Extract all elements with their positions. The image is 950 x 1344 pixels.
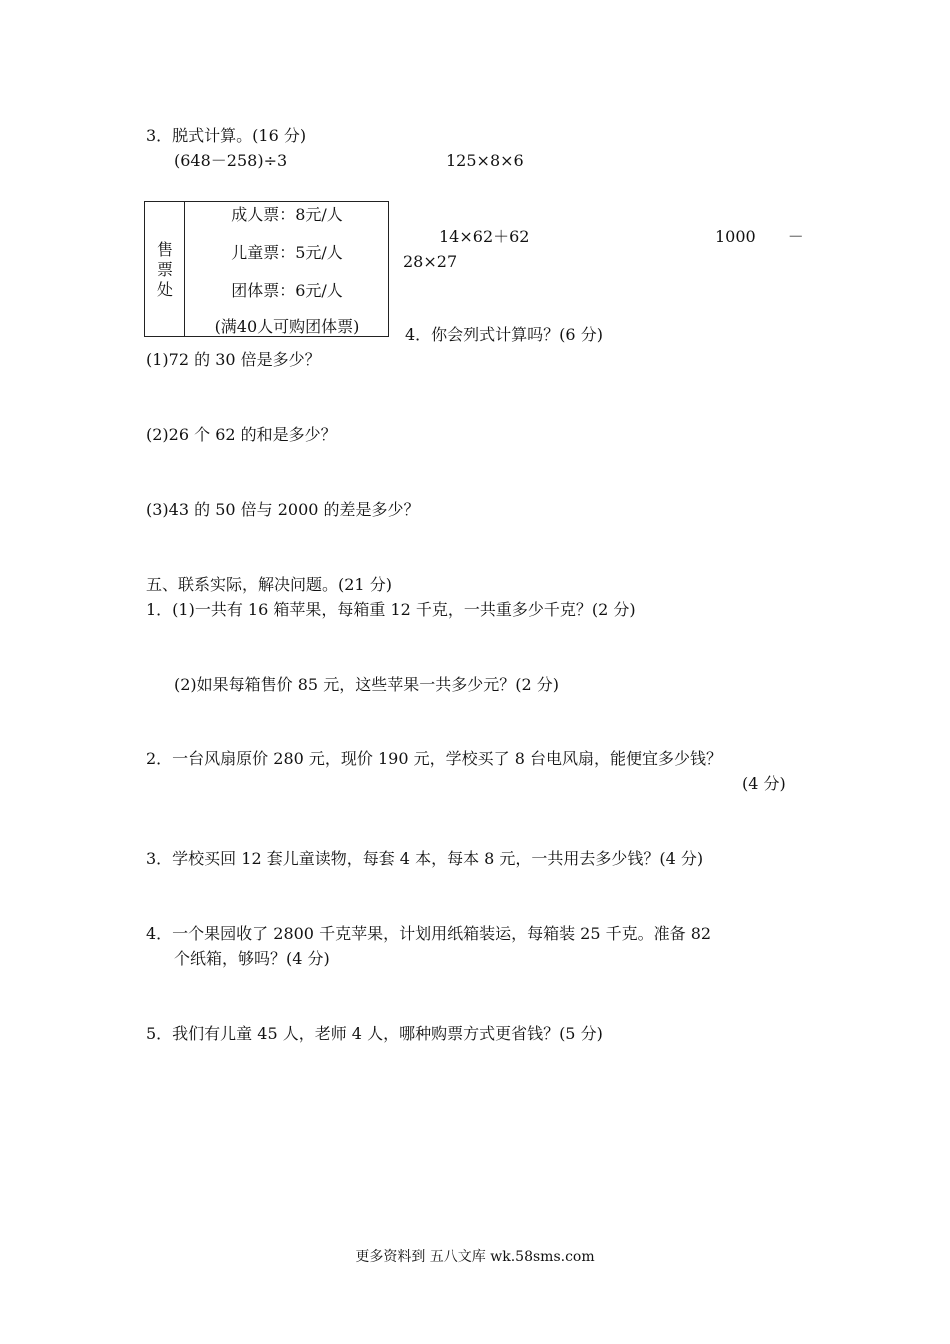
calc-expression-2: 125×8×6 [446, 151, 524, 170]
ticket-office-box [144, 201, 389, 337]
calc-heading: 3．脱式计算。(16 分) [146, 126, 307, 145]
q4-item-2: (2)26 个 62 的和是多少？ [146, 425, 337, 444]
problem-4-continued: 个纸箱，够吗？(4 分) [174, 949, 330, 968]
group-ticket-note: (满40人可购团体票) [214, 317, 360, 336]
section5-heading: 五、联系实际，解决问题。(21 分) [146, 575, 392, 594]
calc-expression-3: 14×62＋62 [439, 227, 530, 246]
calc-expression-4-continued: 28×27 [403, 252, 458, 271]
problem-1b: (2)如果每箱售价 85 元，这些苹果一共多少元？(2 分) [174, 675, 559, 694]
ticket-office-label: 售票处 [157, 240, 174, 299]
calc-expression-1: (648－258)÷3 [174, 151, 288, 170]
q4-item-3: (3)43 的 50 倍与 2000 的差是多少？ [146, 500, 420, 519]
calc-expression-4: 1000 － [715, 227, 804, 246]
adult-ticket-price: 成人票：8元/人 [231, 205, 343, 224]
problem-2: 2．一台风扇原价 280 元，现价 190 元，学校买了 8 台电风扇，能便宜多少钱？ [146, 749, 722, 768]
problem-4: 4．一个果园收了 2800 千克苹果，计划用纸箱装运，每箱装 25 千克。准备 82 [146, 924, 712, 943]
ticket-office-side [145, 202, 185, 336]
footer-source: 更多资料到 五八文库 wk.58sms.com [355, 1249, 595, 1265]
problem-5: 5．我们有儿童 45 人，老师 4 人，哪种购票方式更省钱？(5 分) [146, 1024, 603, 1043]
problem-1a: 1．(1)一共有 16 箱苹果，每箱重 12 千克，一共重多少千克？(2 分) [146, 600, 636, 619]
problem-3: 3．学校买回 12 套儿童读物，每套 4 本，每本 8 元，一共用去多少钱？(4 分) [146, 849, 704, 868]
group-ticket-price: 团体票：6元/人 [231, 281, 343, 300]
q4-item-1: (1)72 的 30 倍是多少？ [146, 350, 321, 369]
problem-2-score: (4 分) [742, 774, 786, 793]
child-ticket-price: 儿童票：5元/人 [231, 243, 343, 262]
q4-heading: 4．你会列式计算吗？(6 分) [405, 325, 603, 344]
